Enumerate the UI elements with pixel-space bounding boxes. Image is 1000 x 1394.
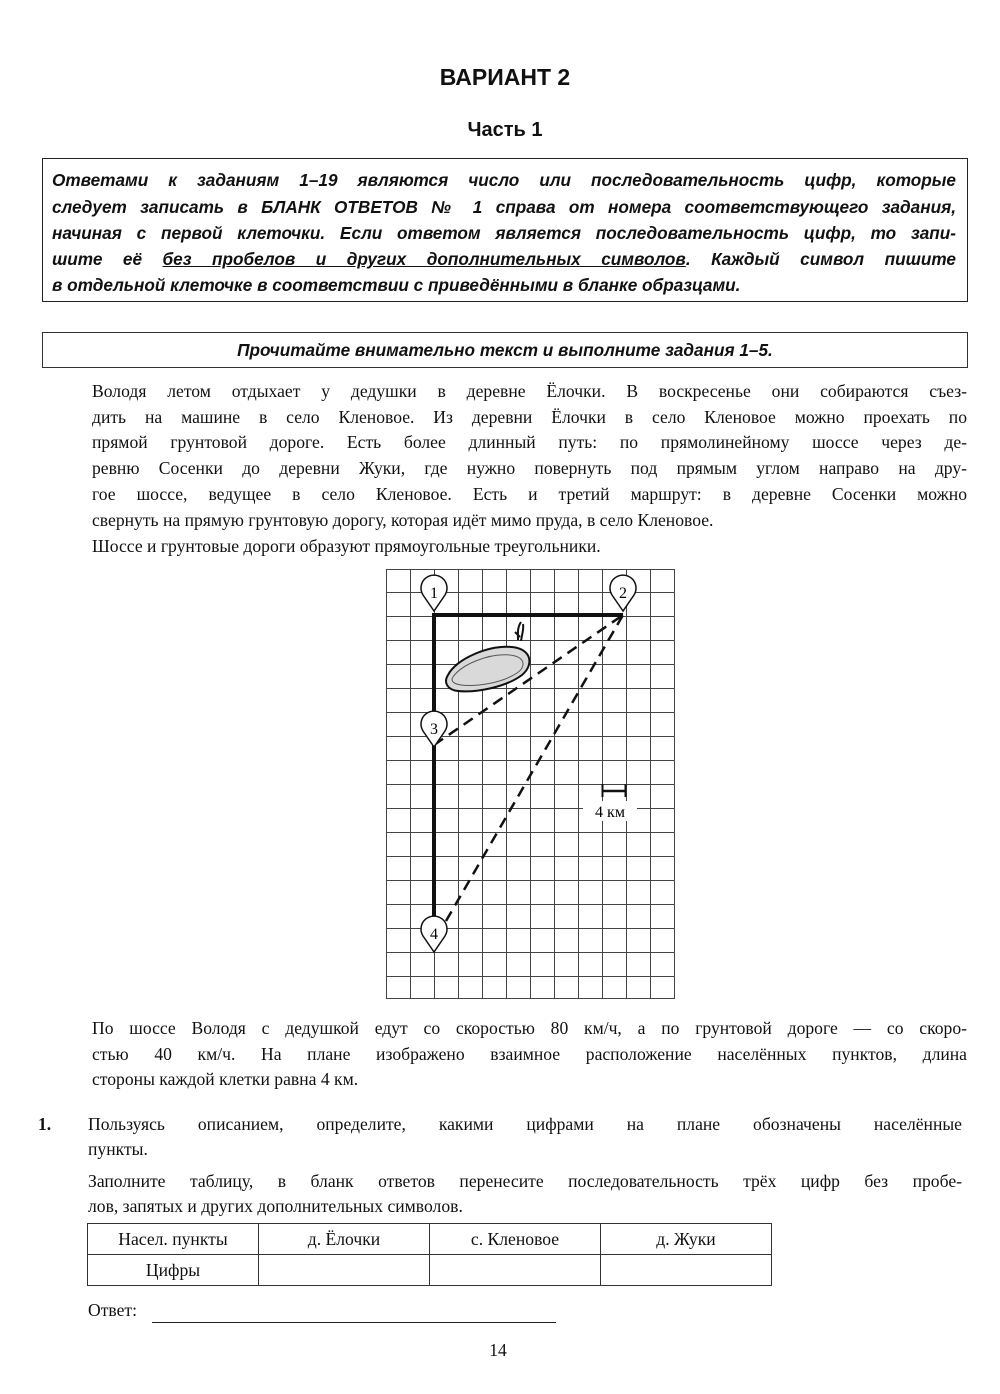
table-row [88, 1224, 772, 1255]
answer-line[interactable] [152, 1322, 556, 1323]
question-1-line-1: Пользуясь описанием, определите, какими цифрами на плане обозначены населённые [88, 1114, 962, 1134]
instructions-line-1: Ответами к заданиям 1–19 являются число или последовательность цифр, которые [52, 170, 956, 190]
question-1-number: 1. [38, 1114, 52, 1134]
speed-line-3: стороны каждой клетки равна 4 км. [92, 1069, 359, 1089]
question-1-fill-line-1: Заполните таблицу, в бланк ответов перенесите последовательность трёх цифр без пробе- [88, 1171, 962, 1191]
variant-title: ВАРИАНТ 2 [439, 64, 571, 90]
story-line-2: дить на машине в село Кленовое. Из деревни Ёлочки в село Кленовое можно проехать по [92, 407, 967, 427]
instructions-line-3: начиная с первой клеточки. Если ответом является последовательность цифр, то запи- [52, 223, 956, 243]
map-marker-1 [421, 575, 447, 611]
story-line-4: ревню Сосенки до деревни Жуки, где нужно повернуть под прямым углом направо на дру- [92, 458, 967, 478]
table-header-cell: д. Жуки [601, 1224, 772, 1255]
instructions-line-4-start: шите её [52, 249, 163, 269]
story-line-3: прямой грунтовой дороге. Есть более длинный путь: по прямолинейному шоссе через де- [92, 432, 967, 452]
table-header-cell: д. Ёлочки [259, 1224, 430, 1255]
question-1-fill-line-2: лов, запятых и других дополнительных символов. [88, 1196, 463, 1216]
instructions-line-4 [52, 249, 956, 270]
story-line-5: гое шоссе, ведущее в село Кленовое. Есть и третий маршрут: в деревне Сосенки можно [92, 484, 967, 504]
table-header-cell: с. Кленовое [430, 1224, 601, 1255]
table-header-cell: Насел. пункты [88, 1224, 259, 1255]
task-box-text: Прочитайте внимательно текст и выполните задания 1–5. [237, 340, 773, 360]
answer-cell-elochki[interactable] [259, 1255, 430, 1286]
page-number: 14 [489, 1340, 507, 1360]
map-marker-3 [421, 711, 447, 747]
story-line-7: Шоссе и грунтовые дороги образуют прямоугольные треугольники. [92, 536, 601, 556]
instructions-line-5: в отдельной клеточке в соответствии с приведёнными в бланке образцами. [52, 275, 741, 295]
map [386, 569, 675, 999]
answer-cell-zhuki[interactable] [601, 1255, 772, 1286]
story-line-6: свернуть на прямую грунтовую дорогу, которая идёт мимо пруда, в село Кленовое. [92, 510, 714, 530]
answer-label: Ответ: [88, 1300, 137, 1320]
svg-text:3: 3 [430, 721, 438, 738]
instructions-line-2: следует записать в БЛАНК ОТВЕТОВ № 1 справа от номера соответствующего задания, [52, 197, 956, 217]
instructions-underlined-phrase: без пробелов и других дополнительных символов [162, 249, 686, 269]
speed-line-1: По шоссе Володя с дедушкой едут со скоростью 80 км/ч, а по грунтовой дороге — со скоро- [92, 1018, 967, 1038]
table-row-label: Цифры [88, 1255, 259, 1286]
table-row [88, 1255, 772, 1286]
story-line-1: Володя летом отдыхает у дедушки в деревне Ёлочки. В воскресенье они собираются съез- [92, 381, 967, 401]
part-title: Часть 1 [467, 119, 543, 141]
map-scale-label: 4 км [595, 804, 625, 821]
map-marker-2 [610, 575, 636, 611]
answer-cell-klenovoe[interactable] [430, 1255, 601, 1286]
map-scale [583, 784, 637, 821]
svg-text:2: 2 [619, 585, 627, 602]
speed-line-2: стью 40 км/ч. На плане изображено взаимное расположение населённых пунктов, длина [92, 1044, 967, 1064]
question-1-line-2: пункты. [88, 1139, 148, 1159]
instructions-line-4-end: . Каждый символ пишите [685, 249, 956, 269]
answer-table [87, 1223, 772, 1286]
map-marker-4 [421, 916, 447, 952]
svg-text:4: 4 [430, 926, 438, 943]
svg-text:1: 1 [430, 585, 438, 602]
